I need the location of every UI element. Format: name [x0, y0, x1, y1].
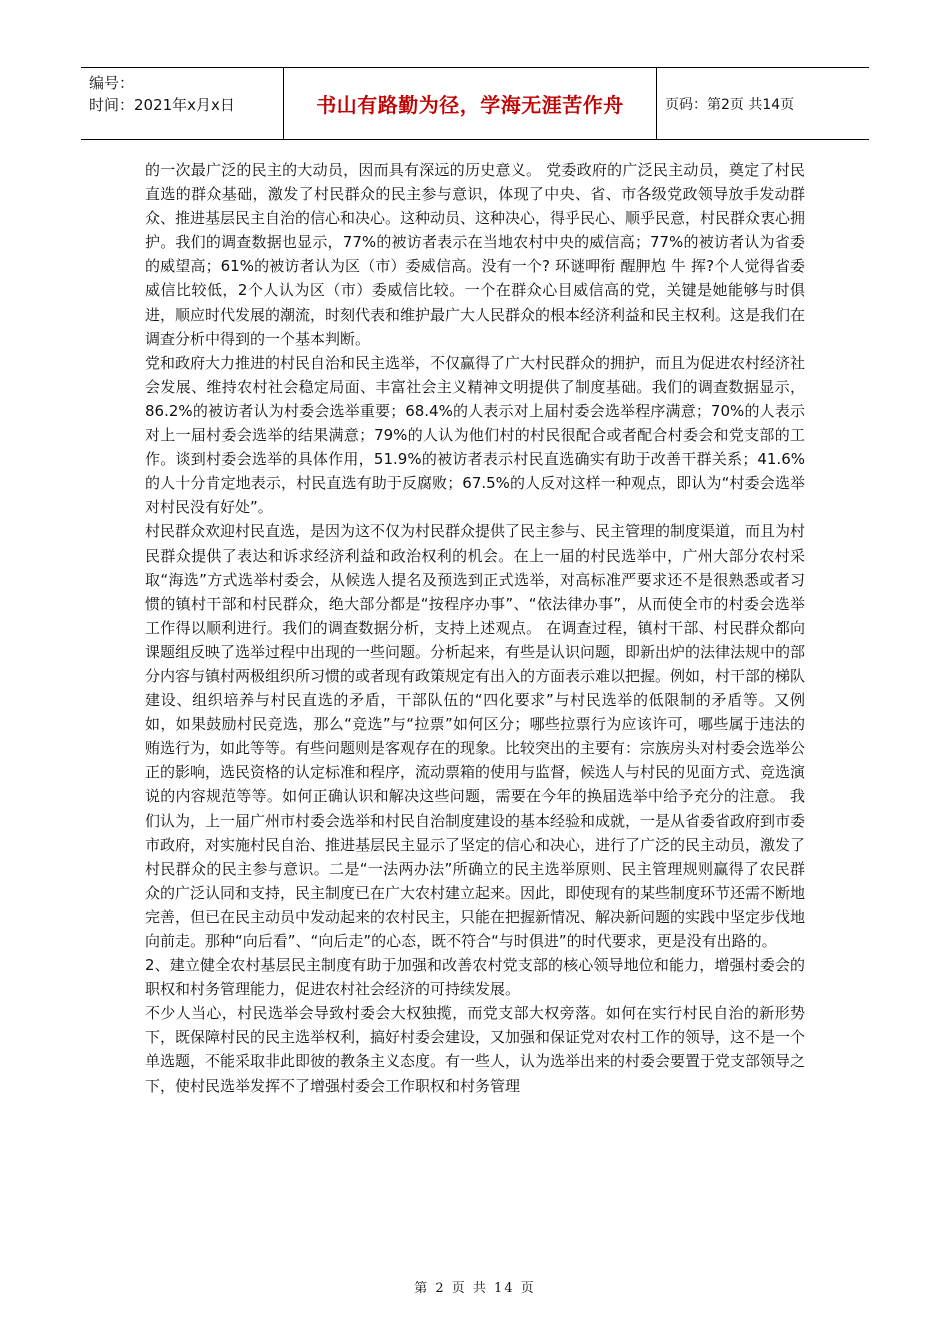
document-date-label: 时间：2021年x月x日 [89, 96, 235, 114]
header-motto: 书山有路勤为径，学海无涯苦作舟 [284, 68, 657, 139]
paragraph: 村民群众欢迎村民直选，是因为这不仅为村民群众提供了民主参与、民主管理的制度渠道，而且为村民群众提供了表达和诉求经济利益和政治权利的机会。在上一届的村民选举中，广州大部分农村采取“海选”方式选举村委会，从候选人提名及预选到正式选举，对高标准严要求还不是很熟悉或者习惯的镇村干部和村民群众，绝大部分都是“按程序办事”、“依法律办事”，从而使全市的村委会选举工作得以顺利进行。我们的调查数据分析，支持上述观点。 在调查过程，镇村干部、村民群众都向课题组反映了选举过程中出现的一些问题。分析起来，有些是认识问题，即新出炉的法律法规中的部分内容与镇村两极组织所习惯的或者现有政策规定有出入的方面表示难以把握。例如，村干部的梯队建设、组织培养与村民直选的矛盾，干部队伍的“四化要求”与村民选举的低限制的矛盾等。又例如，如果鼓励村民竞选，那么“竞选”与“拉票”如何区分；哪些拉票行为应该许可，哪些属于违法的贿选行为，如此等等。有些问题则是客观存在的现象。比较突出的主要有：宗族房头对村委会选举公正的影响，选民资格的认定标准和程序，流动票箱的使用与监督，候选人与村民的见面方式、竞选演说的内容规范等等。如何正确认识和解决这些问题，需要在今年的换届选举中给予充分的注意。 我们认为，上一届广州市村委会选举和村民自治制度建设的基本经验和成就，一是从省委省政府到市委市政府，对实施村民自治、推进基层民主显示了坚定的信心和决心，进行了广泛的民主动员，激发了村民群众的民主参与意识。二是“一法两办法”所确立的民主选举原则、民主管理规则赢得了农民群众的广泛认同和支持，民主制度已在广大农村建立起来。因此，即使现有的某些制度环节还需不断地完善，但已在民主动员中发动起来的农村民主，只能在把握新情况、解决新问题的实践中坚定步伐地向前走。那种“向后看”、“向后走”的心态，既不符合“与时俱进”的时代要求，更是没有出路的。 [145, 522, 806, 950]
paragraph: 的一次最广泛的民主的大动员，因而具有深远的历史意义。 党委政府的广泛民主动员，奠定了村民直选的群众基础，激发了村民群众的民主参与意识，体现了中央、省、市各级党政领导放手发动群众、推进基层民主自治的信心和决心。这种动员、这种决心，得乎民心、顺乎民意，村民群众衷心拥护。我们的调查数据也显示，77%的被访者表示在当地农村中央的威信高；77%的被访者认为省委的威望高；61%的被访者认为区（市）委威信高。没有一个? 环谜呷衔 醒胛尥 牛 挥?个人觉得省委威信比较低，2个人认为区（市）委威信比较。一个在群众心目威信高的党，关键是她能够与时俱进，顺应时代发展的潮流，时刻代表和维护最广大人民群众的根本经济利益和民主权利。这是我们在调查分析中得到的一个基本判断。 [145, 161, 806, 348]
paragraph: 党和政府大力推进的村民自治和民主选举，不仅赢得了广大村民群众的拥护，而且为促进农村经济社会发展、维持农村社会稳定局面、丰富社会主义精神文明提供了制度基础。我们的调查数据显示，86.2%的被访者认为村委会选举重要；68.4%的人表示对上届村委会选举程序满意；70%的人表示对上一届村委会选举的结果满意；79%的人认为他们村的村民很配合或者配合村委会和党支部的工作。谈到村委会选举的具体作用，51.9%的被访者表示村民直选确实有助于改善干群关系；41.6%的人十分肯定地表示，村民直选有助于反腐败；67.5%的人反对这样一种观点，即认为“村委会选举对村民没有好处”。 [145, 353, 806, 517]
section-heading: 2、建立健全农村基层民主制度有助于加强和改善农村党支部的核心领导地位和能力，增强村委会的职权和村务管理能力，促进农村社会经济的可持续发展。 [145, 956, 805, 999]
header-meta-cell [81, 68, 284, 139]
header-page-info: 页码：第2页 共14页 [665, 96, 795, 113]
document-number-label: 编号： [89, 74, 135, 92]
page-footer: 第 2 页 共 14 页 [414, 1281, 536, 1296]
paragraph: 不少人当心，村民选举会导致村委会大权独揽，而党支部大权旁落。如何在实行村民自治的新形势下，既保障村民的民主选举权利，搞好村委会建设，又加强和保证党对农村工作的领导，这不是一个单选题，不能采取非此即彼的教条主义态度。有一些人，认为选举出来的村委会要置于党支部领导之下，使村民选举发挥不了增强村委会工作职权和村务管理 [145, 1004, 806, 1095]
page-header [81, 67, 869, 140]
document-body [145, 158, 805, 1098]
